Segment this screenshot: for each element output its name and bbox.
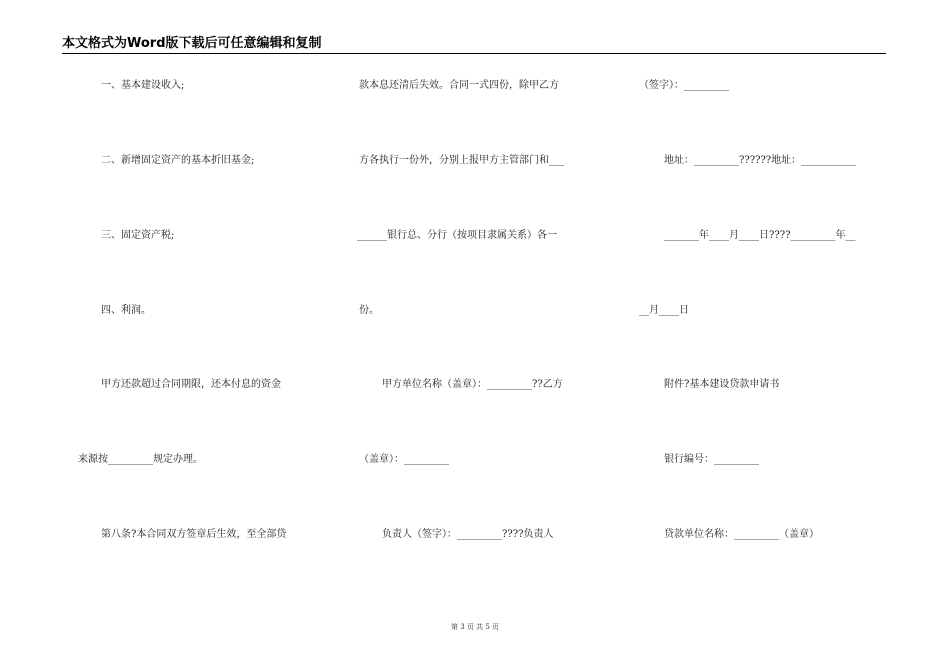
- right-line-2: 地址：_________??????地址：___________: [664, 155, 857, 166]
- left-line-4: 四、利润。: [101, 305, 151, 316]
- header-title: 本文格式为Word版下载后可任意编辑和复制: [62, 36, 322, 51]
- left-line-3: 三、固定资产税;: [101, 230, 175, 241]
- middle-line-6: （盖章）：_________: [359, 454, 449, 465]
- right-line-6: 银行编号：_________: [664, 454, 759, 465]
- left-line-6: 来源按_________规定办理。: [78, 454, 203, 465]
- right-line-4: __月____日: [639, 305, 689, 316]
- right-line-3: _______年____月____日????_________年__: [664, 230, 856, 241]
- middle-line-7: 负责人（签字）：_________????负责人: [382, 529, 554, 540]
- middle-line-4: 份。: [359, 305, 379, 316]
- left-line-7: 第八条?本合同双方签章后生效，至全部贷: [101, 529, 287, 540]
- right-line-5: 附件?基本建设贷款申请书: [664, 379, 780, 390]
- middle-line-5: 甲方单位名称（盖章）：_________??乙方: [382, 379, 563, 390]
- middle-line-2: 方各执行一份外，分别上报甲方主管部门和___: [359, 155, 564, 166]
- left-line-1: 一、基本建设收入;: [101, 80, 185, 91]
- page-number: 第 3 页 共 5 页: [450, 623, 500, 631]
- page-header: [62, 36, 886, 54]
- right-line-1: （签字）：_________: [639, 80, 729, 91]
- left-line-2: 二、新增固定资产的基本折旧基金;: [101, 155, 255, 166]
- middle-line-3: ______银行总、分行（按项目隶属关系）各一: [357, 230, 557, 241]
- middle-line-1: 款本息还清后失效。合同一式四份，除甲乙方: [359, 80, 559, 91]
- right-line-7: 贷款单位名称：_________（盖章）: [664, 529, 819, 540]
- left-line-5: 甲方还款超过合同期限，还本付息的资金: [101, 379, 281, 390]
